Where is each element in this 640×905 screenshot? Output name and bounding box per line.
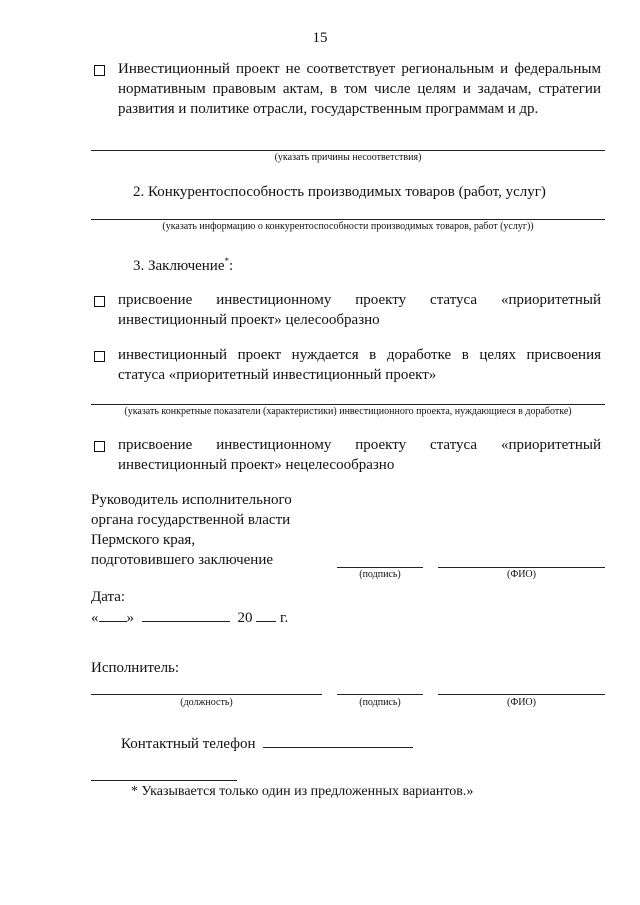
checkbox-not-compliant[interactable]: [94, 65, 105, 76]
date-year-suffix: г.: [280, 610, 289, 626]
option3-line1: [118, 435, 601, 455]
option1-word: проекту: [355, 292, 407, 308]
option3-line2: инвестиционный проект» нецелесообразно: [118, 457, 395, 473]
signatory-line3: Пермского края,: [91, 532, 196, 548]
revision-input-line[interactable]: [91, 404, 605, 405]
option2-line2: статуса «приоритетный инвестиционный проект»: [118, 367, 437, 383]
option3-word: статуса: [430, 437, 478, 453]
date-year-field[interactable]: [256, 607, 276, 622]
date-month-field[interactable]: [142, 607, 230, 622]
option3-word: проекту: [355, 437, 407, 453]
checkbox-option-appropriate[interactable]: [94, 296, 105, 307]
option3-word: «приоритетный: [501, 437, 601, 453]
executor-name-line[interactable]: [438, 694, 605, 695]
option1-word: инвестиционному: [216, 292, 332, 308]
option3-word: инвестиционному: [216, 437, 332, 453]
option1-word: статуса: [430, 292, 478, 308]
reasons-caption: (указать причины несоответствия): [274, 152, 422, 163]
date-open-quote: «: [91, 610, 99, 626]
checkbox-option-needs-revision[interactable]: [94, 351, 105, 362]
item1-line1: Инвестиционный проект не соответствует региональным и федеральным: [118, 61, 601, 77]
item1-line3: развития и политике отрасли, государственным программам и др.: [118, 101, 539, 117]
section3-colon: :: [229, 258, 234, 274]
executor-label: Исполнитель:: [91, 660, 180, 676]
option1-line1: [118, 290, 601, 310]
option3-word: присвоение: [118, 437, 193, 453]
date-label: Дата:: [91, 589, 126, 605]
signatory-line4: подготовившего заключение: [91, 552, 273, 568]
section3-heading: [133, 251, 233, 276]
date-close-quote: »: [126, 610, 134, 626]
executor-position-line[interactable]: [91, 694, 322, 695]
phone-label: Контактный телефон: [121, 736, 256, 752]
signatory-name-line[interactable]: [438, 567, 605, 568]
item1-line2: нормативным правовым актам, в том числе целям и задачам, стратегии: [118, 81, 601, 97]
section2-heading: 2. Конкурентоспособность производимых товаров (работ, услуг): [133, 184, 546, 200]
option1-word: «приоритетный: [501, 292, 601, 308]
section3-heading-text: 3. Заключение: [133, 258, 225, 274]
date-day-field[interactable]: [99, 607, 127, 622]
reasons-input-line[interactable]: [91, 150, 605, 151]
date-row: [91, 607, 288, 628]
signatory-line2: органа государственной власти: [91, 512, 291, 528]
phone-field[interactable]: [263, 733, 413, 748]
signatory-line1: Руководитель исполнительного: [91, 492, 292, 508]
revision-caption: (указать конкретные показатели (характеристики) инвестиционного проекта, нуждающиеся в доработке): [124, 406, 572, 417]
competitiveness-caption: (указать информацию о конкурентоспособности производимых товаров, работ (услуг)): [162, 221, 534, 232]
date-year-prefix: 20: [237, 610, 253, 626]
footnote-separator: [91, 780, 237, 781]
checkbox-option-inappropriate[interactable]: [94, 441, 105, 452]
executor-position-caption: (должность): [180, 697, 233, 708]
executor-signature-line[interactable]: [337, 694, 423, 695]
executor-name-caption: (ФИО): [506, 697, 536, 708]
page-number: 15: [312, 30, 328, 46]
signatory-signature-caption: (подпись): [359, 569, 401, 580]
option1-line2: инвестиционный проект» целесообразно: [118, 312, 380, 328]
signatory-name-caption: (ФИО): [506, 569, 536, 580]
option1-word: присвоение: [118, 292, 193, 308]
option2-line1: инвестиционный проект нуждается в доработке в целях присвоения: [118, 347, 601, 363]
section3-asterisk: *: [224, 256, 229, 266]
executor-signature-caption: (подпись): [359, 697, 401, 708]
phone-row: [121, 733, 413, 754]
footnote-text: * Указывается только один из предложенных вариантов.»: [131, 784, 474, 799]
signatory-signature-line[interactable]: [337, 567, 423, 568]
competitiveness-input-line[interactable]: [91, 219, 605, 220]
